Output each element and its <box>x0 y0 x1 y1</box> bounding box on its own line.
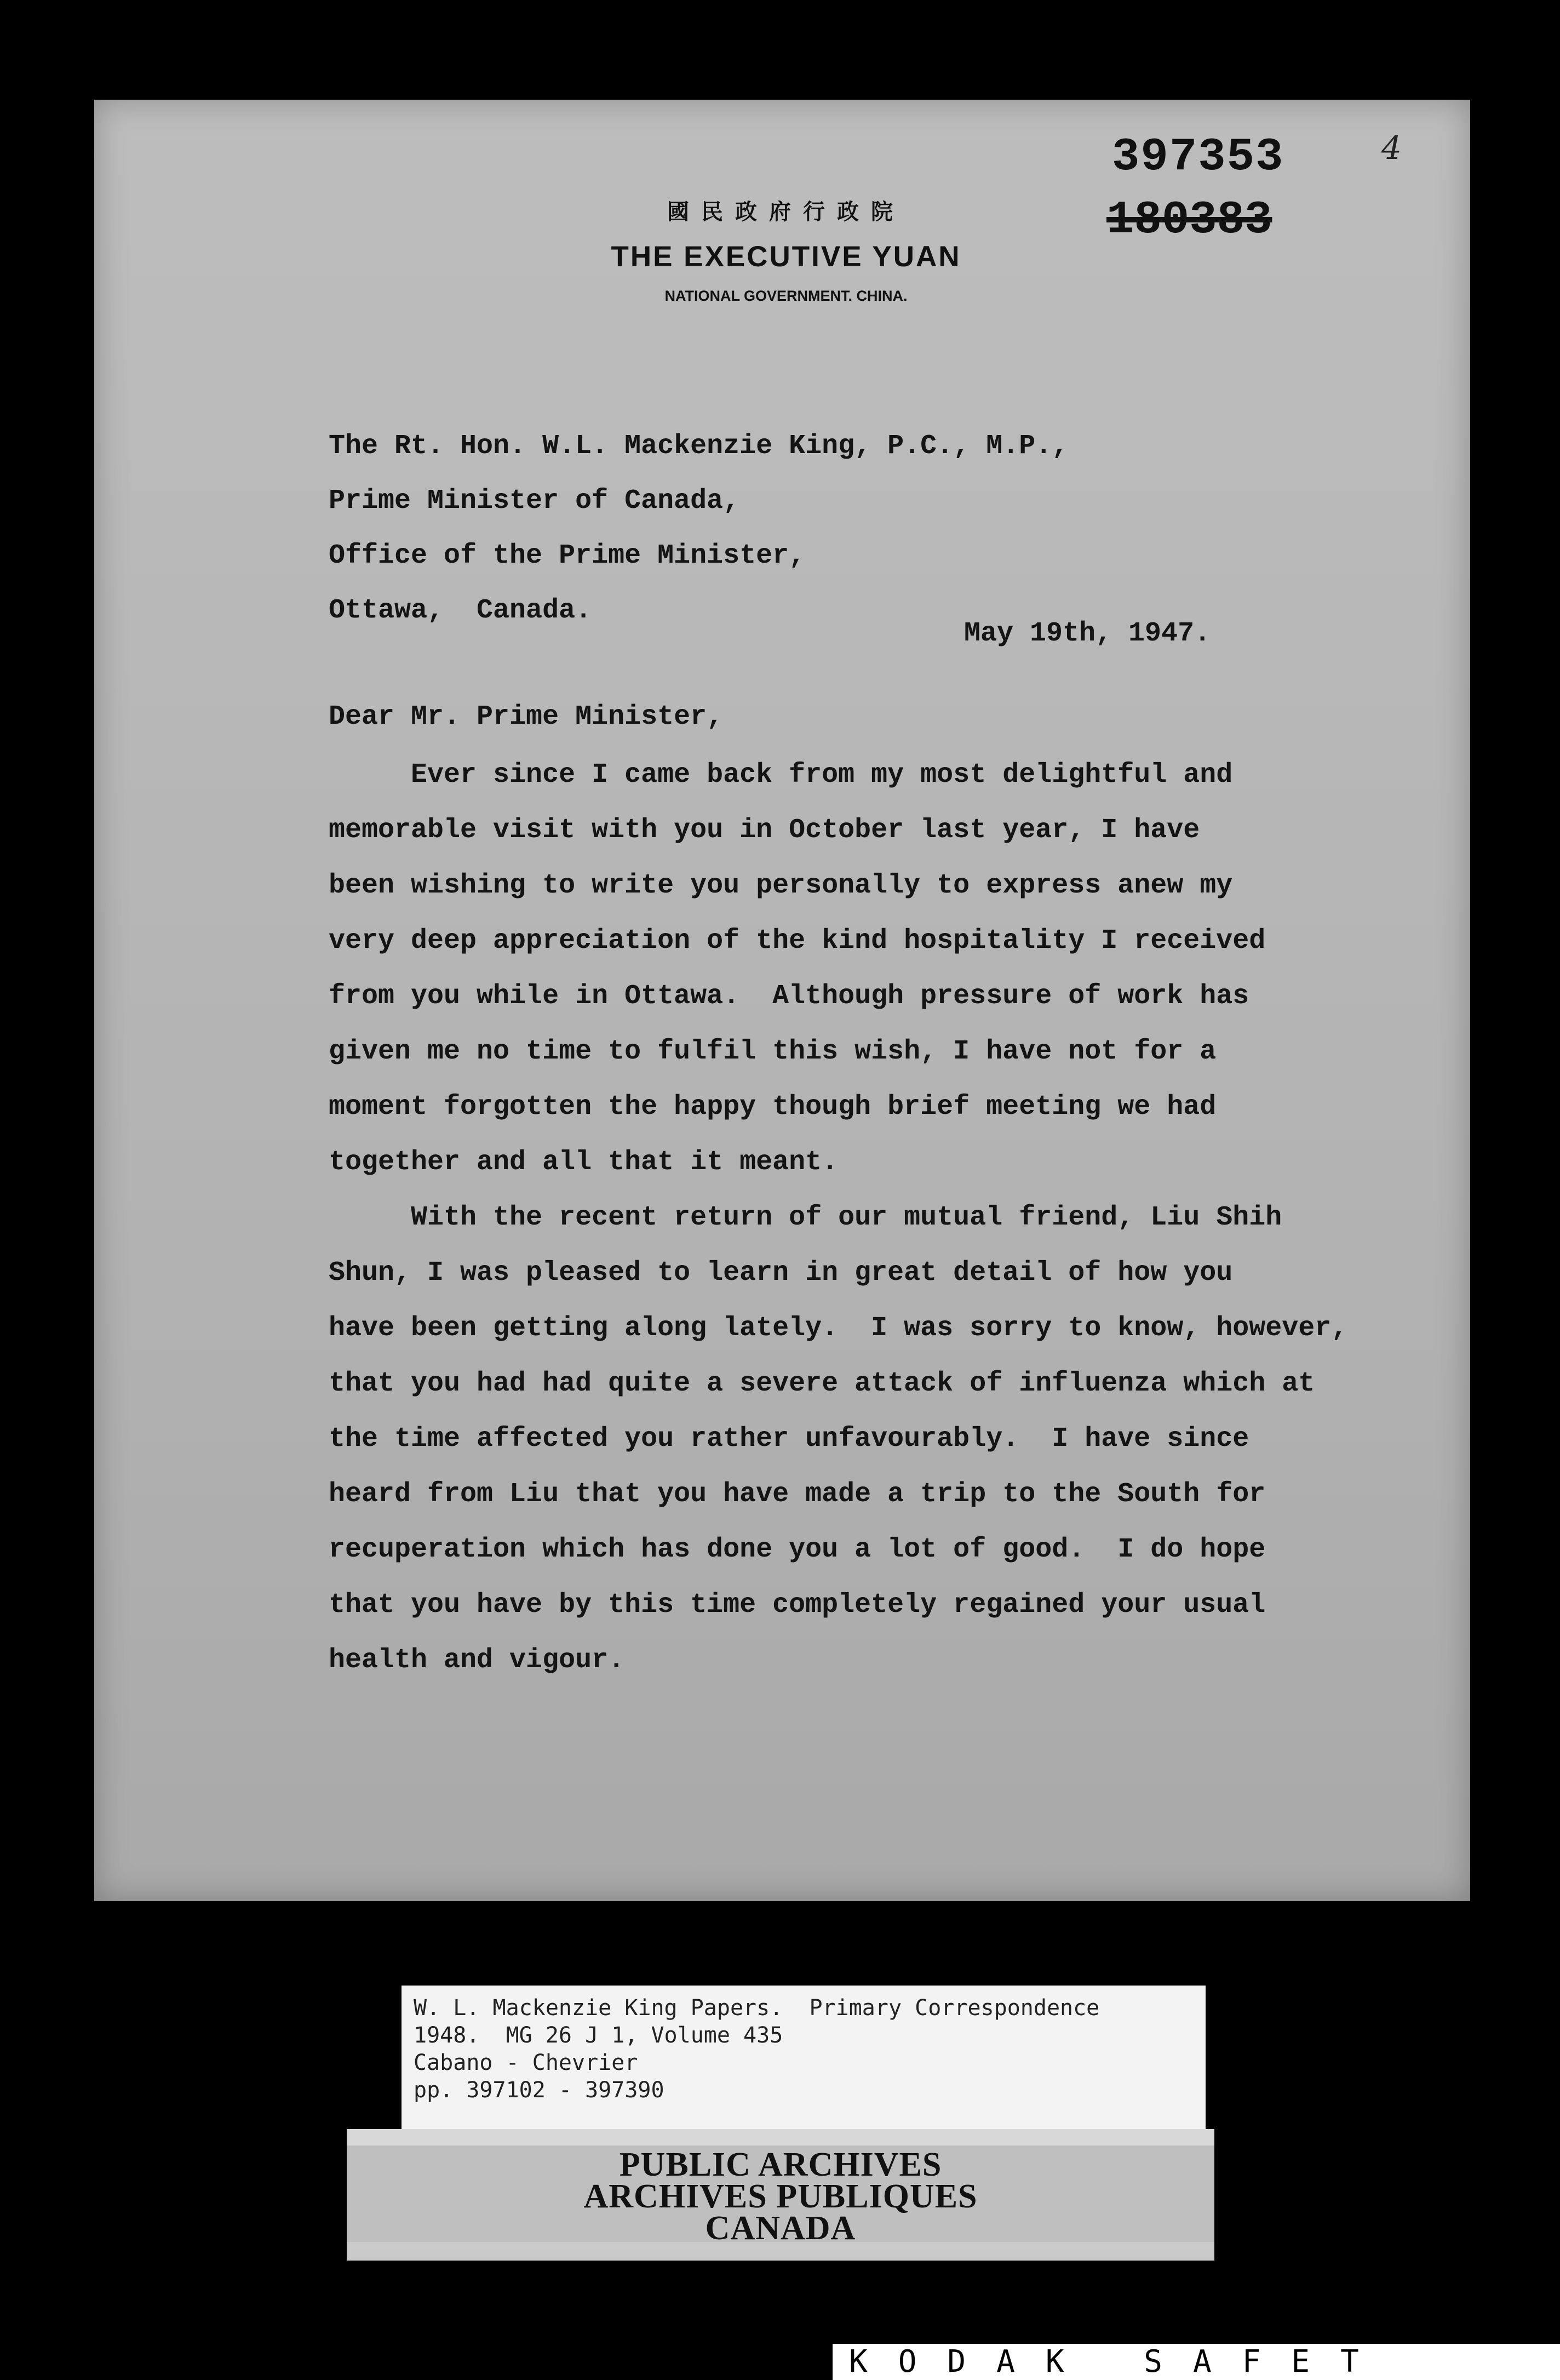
body-line: Shun, I was pleased to learn in great detail of how you <box>329 1257 1233 1289</box>
body-line: have been getting along lately. I was sorry to know, however, <box>329 1313 1348 1344</box>
body-line: heard from Liu that you have made a trip to the South for <box>329 1479 1266 1510</box>
archive-label-line: Cabano - Chevrier <box>414 2050 638 2075</box>
letterhead-chinese: 國民政府行政院 <box>667 199 905 225</box>
body-line: memorable visit with you in October last year, I have <box>329 815 1200 846</box>
body-line: With the recent return of our mutual friend, Liu Shih <box>329 1202 1282 1233</box>
stamp-line: ARCHIVES PUBLIQUES <box>583 2178 978 2215</box>
body-line: very deep appreciation of the kind hospitality I received <box>329 925 1266 957</box>
film-edge-text: KODAK SAFET <box>849 2344 1390 2379</box>
archive-number-struck: 180383 <box>1106 194 1272 247</box>
page-number: 4 <box>1381 129 1402 167</box>
body-line: recuperation which has done you a lot of good. I do hope <box>329 1534 1266 1565</box>
salutation: Dear Mr. Prime Minister, <box>329 701 724 733</box>
letterhead-subtitle: NATIONAL GOVERNMENT. CHINA. <box>664 288 908 304</box>
body-line: health and vigour. <box>329 1645 625 1676</box>
stamp-line: CANADA <box>705 2210 856 2247</box>
archive-number: 397353 <box>1112 131 1284 184</box>
body-line: from you while in Ottawa. Although pressure of work has <box>329 981 1249 1012</box>
archive-label-line: 1948. MG 26 J 1, Volume 435 <box>414 2023 783 2048</box>
body-line: together and all that it meant. <box>329 1147 839 1178</box>
film-edge-strip <box>833 2344 1560 2380</box>
letter-date: May 19th, 1947. <box>964 618 1211 649</box>
stamp-line: PUBLIC ARCHIVES <box>619 2146 942 2183</box>
body-line: that you have by this time completely regained your usual <box>329 1589 1266 1621</box>
body-line: the time affected you rather unfavourably. I have since <box>329 1423 1249 1455</box>
letterhead-name: THE EXECUTIVE YUAN <box>611 241 961 273</box>
address-line: Prime Minister of Canada, <box>329 485 740 517</box>
body-line: moment forgotten the happy though brief meeting we had <box>329 1091 1217 1123</box>
address-line: Ottawa, Canada. <box>329 595 592 626</box>
address-line: The Rt. Hon. W.L. Mackenzie King, P.C., M.P., <box>329 431 1069 462</box>
archive-label <box>402 1986 1206 2130</box>
address-line: Office of the Prime Minister, <box>329 540 806 571</box>
body-line: given me no time to fulfil this wish, I have not for a <box>329 1036 1217 1067</box>
archive-stamp <box>347 2129 1214 2261</box>
body-line: Ever since I came back from my most delightful and <box>329 759 1233 791</box>
archive-label-line: W. L. Mackenzie King Papers. Primary Correspondence <box>414 1995 1100 2021</box>
body-line: that you had had quite a severe attack of influenza which at <box>329 1368 1315 1399</box>
archive-label-line: pp. 397102 - 397390 <box>414 2078 664 2103</box>
body-line: been wishing to write you personally to express anew my <box>329 870 1233 901</box>
